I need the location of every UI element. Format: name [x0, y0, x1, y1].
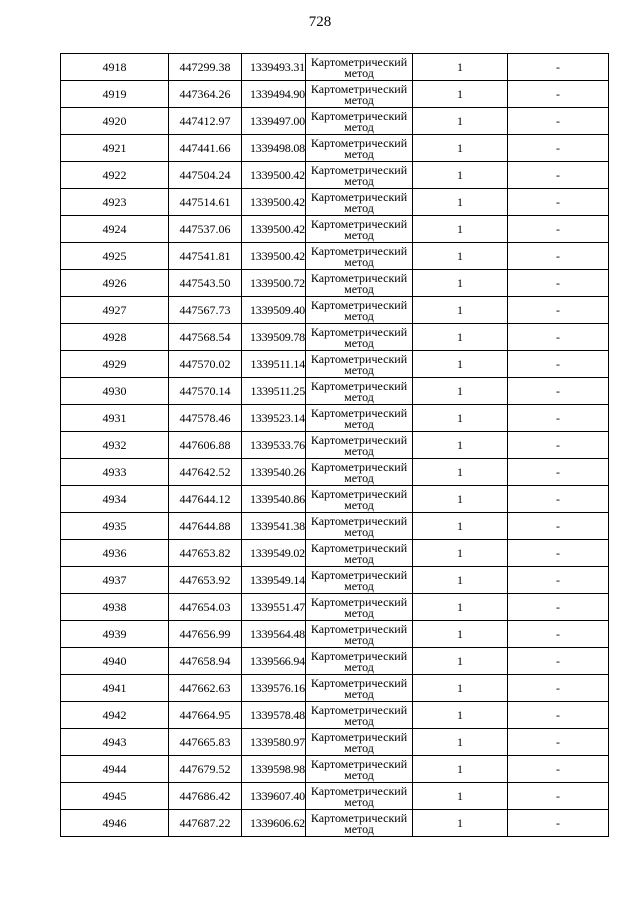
table-row [61, 486, 609, 513]
y-coordinate-cell: 1339500.42 [242, 243, 306, 270]
x-coordinate-cell: 447687.22 [169, 810, 242, 837]
method-cell [306, 351, 413, 378]
note-cell: - [508, 243, 609, 270]
note-cell: - [508, 135, 609, 162]
method-line-1: Картометрический [310, 567, 408, 582]
count-cell: 1 [413, 783, 508, 810]
method-cell [306, 810, 413, 837]
table-row [61, 162, 609, 189]
count-cell: 1 [413, 459, 508, 486]
note-cell: - [508, 756, 609, 783]
y-coordinate-cell: 1339541.38 [242, 513, 306, 540]
note-cell: - [508, 513, 609, 540]
count-cell: 1 [413, 540, 508, 567]
x-coordinate-cell: 447642.52 [169, 459, 242, 486]
table-row [61, 621, 609, 648]
count-cell: 1 [413, 324, 508, 351]
count-cell: 1 [413, 270, 508, 297]
method-cell [306, 729, 413, 756]
count-cell: 1 [413, 621, 508, 648]
method-line-1: Картометрический [310, 756, 408, 771]
point-number-cell: 4922 [61, 162, 169, 189]
count-cell: 1 [413, 135, 508, 162]
method-line-1: Картометрический [310, 297, 408, 312]
method-cell [306, 135, 413, 162]
method-line-1: Картометрический [310, 378, 408, 393]
y-coordinate-cell: 1339607.40 [242, 783, 306, 810]
x-coordinate-cell: 447570.14 [169, 378, 242, 405]
method-cell [306, 783, 413, 810]
method-line-1: Картометрический [310, 729, 408, 744]
table-row [61, 216, 609, 243]
method-line-1: Картометрический [310, 648, 408, 663]
method-line-1: Картометрический [310, 513, 408, 528]
table-row [61, 135, 609, 162]
method-cell [306, 189, 413, 216]
x-coordinate-cell: 447412.97 [169, 108, 242, 135]
method-line-2: метод [344, 227, 374, 242]
y-coordinate-cell: 1339578.48 [242, 702, 306, 729]
table-row [61, 81, 609, 108]
y-coordinate-cell: 1339498.08 [242, 135, 306, 162]
y-coordinate-cell: 1339576.16 [242, 675, 306, 702]
method-cell [306, 243, 413, 270]
point-number-cell: 4939 [61, 621, 169, 648]
x-coordinate-cell: 447644.88 [169, 513, 242, 540]
y-coordinate-cell: 1339549.14 [242, 567, 306, 594]
method-cell [306, 81, 413, 108]
table-row [61, 405, 609, 432]
x-coordinate-cell: 447364.26 [169, 81, 242, 108]
count-cell: 1 [413, 513, 508, 540]
method-line-1: Картометрический [310, 621, 408, 636]
method-line-2: метод [344, 416, 374, 431]
method-cell [306, 540, 413, 567]
y-coordinate-cell: 1339494.90 [242, 81, 306, 108]
count-cell: 1 [413, 405, 508, 432]
method-cell [306, 297, 413, 324]
note-cell: - [508, 540, 609, 567]
y-coordinate-cell: 1339509.40 [242, 297, 306, 324]
table-row [61, 513, 609, 540]
point-number-cell: 4940 [61, 648, 169, 675]
method-cell [306, 405, 413, 432]
count-cell: 1 [413, 351, 508, 378]
table-row [61, 270, 609, 297]
x-coordinate-cell: 447578.46 [169, 405, 242, 432]
y-coordinate-cell: 1339549.02 [242, 540, 306, 567]
method-line-1: Картометрический [310, 216, 408, 231]
table-row [61, 324, 609, 351]
point-number-cell: 4934 [61, 486, 169, 513]
point-number-cell: 4928 [61, 324, 169, 351]
point-number-cell: 4936 [61, 540, 169, 567]
method-cell [306, 702, 413, 729]
y-coordinate-cell: 1339511.25 [242, 378, 306, 405]
method-line-2: метод [344, 605, 374, 620]
method-cell [306, 459, 413, 486]
count-cell: 1 [413, 729, 508, 756]
x-coordinate-cell: 447679.52 [169, 756, 242, 783]
y-coordinate-cell: 1339500.42 [242, 216, 306, 243]
method-cell [306, 216, 413, 243]
table-row [61, 54, 609, 81]
table-row [61, 540, 609, 567]
method-cell [306, 675, 413, 702]
point-number-cell: 4932 [61, 432, 169, 459]
point-number-cell: 4933 [61, 459, 169, 486]
method-line-2: метод [344, 578, 374, 593]
count-cell: 1 [413, 378, 508, 405]
x-coordinate-cell: 447665.83 [169, 729, 242, 756]
note-cell: - [508, 432, 609, 459]
y-coordinate-cell: 1339606.62 [242, 810, 306, 837]
note-cell: - [508, 567, 609, 594]
method-line-1: Картометрический [310, 810, 408, 825]
method-line-2: метод [344, 173, 374, 188]
point-number-cell: 4942 [61, 702, 169, 729]
method-line-2: метод [344, 551, 374, 566]
count-cell: 1 [413, 432, 508, 459]
x-coordinate-cell: 447543.50 [169, 270, 242, 297]
note-cell: - [508, 81, 609, 108]
count-cell: 1 [413, 243, 508, 270]
method-line-1: Картометрический [310, 675, 408, 690]
y-coordinate-cell: 1339509.78 [242, 324, 306, 351]
table-row [61, 243, 609, 270]
y-coordinate-cell: 1339540.26 [242, 459, 306, 486]
point-number-cell: 4923 [61, 189, 169, 216]
method-line-1: Картометрический [310, 135, 408, 150]
y-coordinate-cell: 1339566.94 [242, 648, 306, 675]
count-cell: 1 [413, 567, 508, 594]
method-line-2: метод [344, 740, 374, 755]
x-coordinate-cell: 447537.06 [169, 216, 242, 243]
method-cell [306, 108, 413, 135]
method-cell [306, 513, 413, 540]
note-cell: - [508, 378, 609, 405]
method-cell [306, 648, 413, 675]
method-cell [306, 756, 413, 783]
count-cell: 1 [413, 648, 508, 675]
y-coordinate-cell: 1339598.98 [242, 756, 306, 783]
method-line-2: метод [344, 470, 374, 485]
table-row [61, 567, 609, 594]
note-cell: - [508, 351, 609, 378]
count-cell: 1 [413, 756, 508, 783]
table-row [61, 432, 609, 459]
method-line-2: метод [344, 632, 374, 647]
table-body [61, 54, 609, 837]
table-row [61, 378, 609, 405]
table-row [61, 594, 609, 621]
method-line-2: метод [344, 524, 374, 539]
table-row [61, 108, 609, 135]
table-row [61, 648, 609, 675]
y-coordinate-cell: 1339497.00 [242, 108, 306, 135]
x-coordinate-cell: 447570.02 [169, 351, 242, 378]
x-coordinate-cell: 447686.42 [169, 783, 242, 810]
method-cell [306, 621, 413, 648]
method-line-2: метод [344, 497, 374, 512]
note-cell: - [508, 648, 609, 675]
table-row [61, 783, 609, 810]
method-line-2: метод [344, 767, 374, 782]
x-coordinate-cell: 447441.66 [169, 135, 242, 162]
table-row [61, 729, 609, 756]
point-number-cell: 4935 [61, 513, 169, 540]
method-line-2: метод [344, 254, 374, 269]
note-cell: - [508, 621, 609, 648]
count-cell: 1 [413, 702, 508, 729]
x-coordinate-cell: 447504.24 [169, 162, 242, 189]
method-cell [306, 270, 413, 297]
method-line-2: метод [344, 335, 374, 350]
note-cell: - [508, 216, 609, 243]
point-number-cell: 4926 [61, 270, 169, 297]
method-line-2: метод [344, 794, 374, 809]
x-coordinate-cell: 447656.99 [169, 621, 242, 648]
method-cell [306, 162, 413, 189]
point-number-cell: 4944 [61, 756, 169, 783]
note-cell: - [508, 54, 609, 81]
method-line-1: Картометрический [310, 108, 408, 123]
point-number-cell: 4921 [61, 135, 169, 162]
y-coordinate-cell: 1339540.86 [242, 486, 306, 513]
table-row [61, 675, 609, 702]
note-cell: - [508, 783, 609, 810]
y-coordinate-cell: 1339493.31 [242, 54, 306, 81]
y-coordinate-cell: 1339500.42 [242, 189, 306, 216]
y-coordinate-cell: 1339580.97 [242, 729, 306, 756]
table-row [61, 351, 609, 378]
point-number-cell: 4943 [61, 729, 169, 756]
point-number-cell: 4929 [61, 351, 169, 378]
note-cell: - [508, 270, 609, 297]
point-number-cell: 4927 [61, 297, 169, 324]
method-line-2: метод [344, 65, 374, 80]
point-number-cell: 4918 [61, 54, 169, 81]
point-number-cell: 4930 [61, 378, 169, 405]
x-coordinate-cell: 447654.03 [169, 594, 242, 621]
count-cell: 1 [413, 162, 508, 189]
coordinates-table [60, 53, 609, 837]
y-coordinate-cell: 1339551.47 [242, 594, 306, 621]
note-cell: - [508, 675, 609, 702]
y-coordinate-cell: 1339533.76 [242, 432, 306, 459]
method-line-2: метод [344, 686, 374, 701]
y-coordinate-cell: 1339523.14 [242, 405, 306, 432]
method-line-1: Картометрический [310, 81, 408, 96]
method-cell [306, 54, 413, 81]
count-cell: 1 [413, 108, 508, 135]
point-number-cell: 4919 [61, 81, 169, 108]
note-cell: - [508, 324, 609, 351]
method-cell [306, 594, 413, 621]
x-coordinate-cell: 447514.61 [169, 189, 242, 216]
method-line-1: Картометрический [310, 432, 408, 447]
method-cell [306, 567, 413, 594]
count-cell: 1 [413, 54, 508, 81]
table-row [61, 756, 609, 783]
point-number-cell: 4931 [61, 405, 169, 432]
method-line-2: метод [344, 308, 374, 323]
page-number: 728 [308, 14, 332, 30]
x-coordinate-cell: 447541.81 [169, 243, 242, 270]
count-cell: 1 [413, 216, 508, 243]
method-line-2: метод [344, 362, 374, 377]
table-row [61, 189, 609, 216]
note-cell: - [508, 405, 609, 432]
note-cell: - [508, 459, 609, 486]
point-number-cell: 4938 [61, 594, 169, 621]
method-line-1: Картометрический [310, 243, 408, 258]
method-cell [306, 486, 413, 513]
method-line-1: Картометрический [310, 594, 408, 609]
y-coordinate-cell: 1339511.14 [242, 351, 306, 378]
method-line-1: Картометрический [310, 540, 408, 555]
method-line-2: метод [344, 92, 374, 107]
note-cell: - [508, 108, 609, 135]
note-cell: - [508, 297, 609, 324]
method-line-1: Картометрический [310, 486, 408, 501]
method-line-2: метод [344, 281, 374, 296]
point-number-cell: 4920 [61, 108, 169, 135]
method-line-1: Картометрический [310, 459, 408, 474]
method-line-1: Картометрический [310, 162, 408, 177]
x-coordinate-cell: 447606.88 [169, 432, 242, 459]
point-number-cell: 4924 [61, 216, 169, 243]
point-number-cell: 4925 [61, 243, 169, 270]
method-cell [306, 378, 413, 405]
method-line-1: Картометрический [310, 783, 408, 798]
y-coordinate-cell: 1339500.42 [242, 162, 306, 189]
count-cell: 1 [413, 675, 508, 702]
x-coordinate-cell: 447653.82 [169, 540, 242, 567]
note-cell: - [508, 729, 609, 756]
method-line-2: метод [344, 659, 374, 674]
method-line-2: метод [344, 713, 374, 728]
method-line-1: Картометрический [310, 351, 408, 366]
count-cell: 1 [413, 189, 508, 216]
point-number-cell: 4941 [61, 675, 169, 702]
point-number-cell: 4945 [61, 783, 169, 810]
x-coordinate-cell: 447568.54 [169, 324, 242, 351]
x-coordinate-cell: 447658.94 [169, 648, 242, 675]
method-line-2: метод [344, 443, 374, 458]
note-cell: - [508, 594, 609, 621]
count-cell: 1 [413, 594, 508, 621]
method-line-1: Картометрический [310, 702, 408, 717]
method-line-2: метод [344, 821, 374, 836]
method-cell [306, 432, 413, 459]
method-line-2: метод [344, 146, 374, 161]
table-row [61, 459, 609, 486]
y-coordinate-cell: 1339564.48 [242, 621, 306, 648]
x-coordinate-cell: 447653.92 [169, 567, 242, 594]
x-coordinate-cell: 447662.63 [169, 675, 242, 702]
table-row [61, 297, 609, 324]
x-coordinate-cell: 447664.95 [169, 702, 242, 729]
y-coordinate-cell: 1339500.72 [242, 270, 306, 297]
method-line-1: Картометрический [310, 405, 408, 420]
table-row [61, 810, 609, 837]
count-cell: 1 [413, 81, 508, 108]
note-cell: - [508, 189, 609, 216]
method-line-1: Картометрический [310, 324, 408, 339]
point-number-cell: 4937 [61, 567, 169, 594]
method-line-1: Картометрический [310, 270, 408, 285]
x-coordinate-cell: 447644.12 [169, 486, 242, 513]
note-cell: - [508, 162, 609, 189]
method-line-1: Картометрический [310, 189, 408, 204]
note-cell: - [508, 702, 609, 729]
count-cell: 1 [413, 486, 508, 513]
table-row [61, 702, 609, 729]
method-line-2: метод [344, 200, 374, 215]
method-line-2: метод [344, 119, 374, 134]
method-line-2: метод [344, 389, 374, 404]
method-line-1: Картометрический [310, 54, 408, 69]
count-cell: 1 [413, 810, 508, 837]
method-cell [306, 324, 413, 351]
x-coordinate-cell: 447299.38 [169, 54, 242, 81]
count-cell: 1 [413, 297, 508, 324]
note-cell: - [508, 486, 609, 513]
x-coordinate-cell: 447567.73 [169, 297, 242, 324]
note-cell: - [508, 810, 609, 837]
point-number-cell: 4946 [61, 810, 169, 837]
